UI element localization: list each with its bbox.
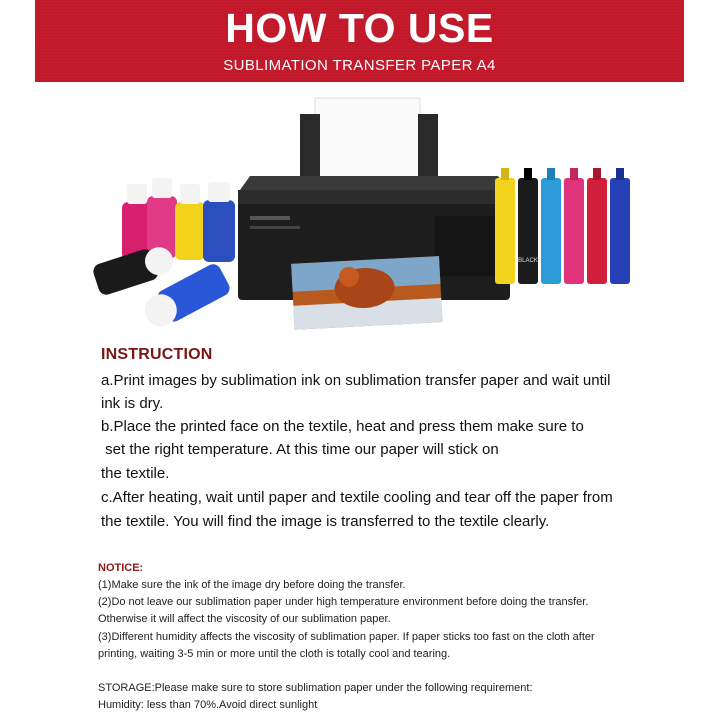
page-subtitle: SUBLIMATION TRANSFER PAPER A4	[223, 57, 496, 74]
printer-illustration	[80, 92, 640, 337]
instruction-line: the textile.	[101, 465, 170, 482]
instruction-line: b.Place the printed face on the textile, heat and press them make sure to	[101, 418, 584, 435]
storage-line: STORAGE:Please make sure to store sublimation paper under the following requirement:	[98, 682, 533, 694]
header-banner	[35, 0, 684, 82]
page-title: HOW TO USE	[225, 5, 494, 51]
instruction-line: the textile. You will find the image is transferred to the textile clearly.	[101, 513, 550, 530]
ink-cartridge	[495, 168, 515, 284]
instruction-heading: INSTRUCTION	[101, 346, 213, 363]
notice-line: Otherwise it will affect the viscosity of our sublimation paper.	[98, 613, 391, 625]
instruction-line: ink is dry.	[101, 395, 164, 412]
cartridge-label: BLACK	[518, 258, 538, 264]
ink-bottle	[175, 184, 205, 260]
notice-line: (3)Different humidity affects the viscosity of sublimation paper. If paper sticks too fast on the cloth after	[98, 631, 595, 643]
instruction-line: c.After heating, wait until paper and textile cooling and tear off the paper from	[101, 489, 613, 506]
printed-photo	[291, 256, 442, 330]
ink-bottle	[147, 178, 177, 258]
notice-line: (1)Make sure the ink of the image dry before doing the transfer.	[98, 579, 406, 591]
ink-cartridge	[610, 168, 630, 284]
ink-cartridge	[541, 168, 561, 284]
ink-cartridge	[564, 168, 584, 284]
notice-line: printing, waiting 3-5 min or more until the cloth is totally cool and tearing.	[98, 648, 451, 660]
printer	[238, 98, 510, 330]
notice-line: (2)Do not leave our sublimation paper under high temperature environment before doing the transfer.	[98, 596, 589, 608]
notice-heading: NOTICE:	[98, 562, 144, 574]
ink-cartridges	[495, 168, 630, 284]
ink-cartridge	[587, 168, 607, 284]
instruction-line: set the right temperature. At this time our paper will stick on	[101, 441, 499, 458]
instruction-line: a.Print images by sublimation ink on sublimation transfer paper and wait until	[101, 372, 611, 389]
ink-bottles	[91, 178, 235, 333]
ink-cartridge	[518, 168, 538, 284]
ink-bottle	[203, 182, 235, 262]
storage-line: Humidity: less than 70%.Avoid direct sunlight	[98, 699, 318, 711]
